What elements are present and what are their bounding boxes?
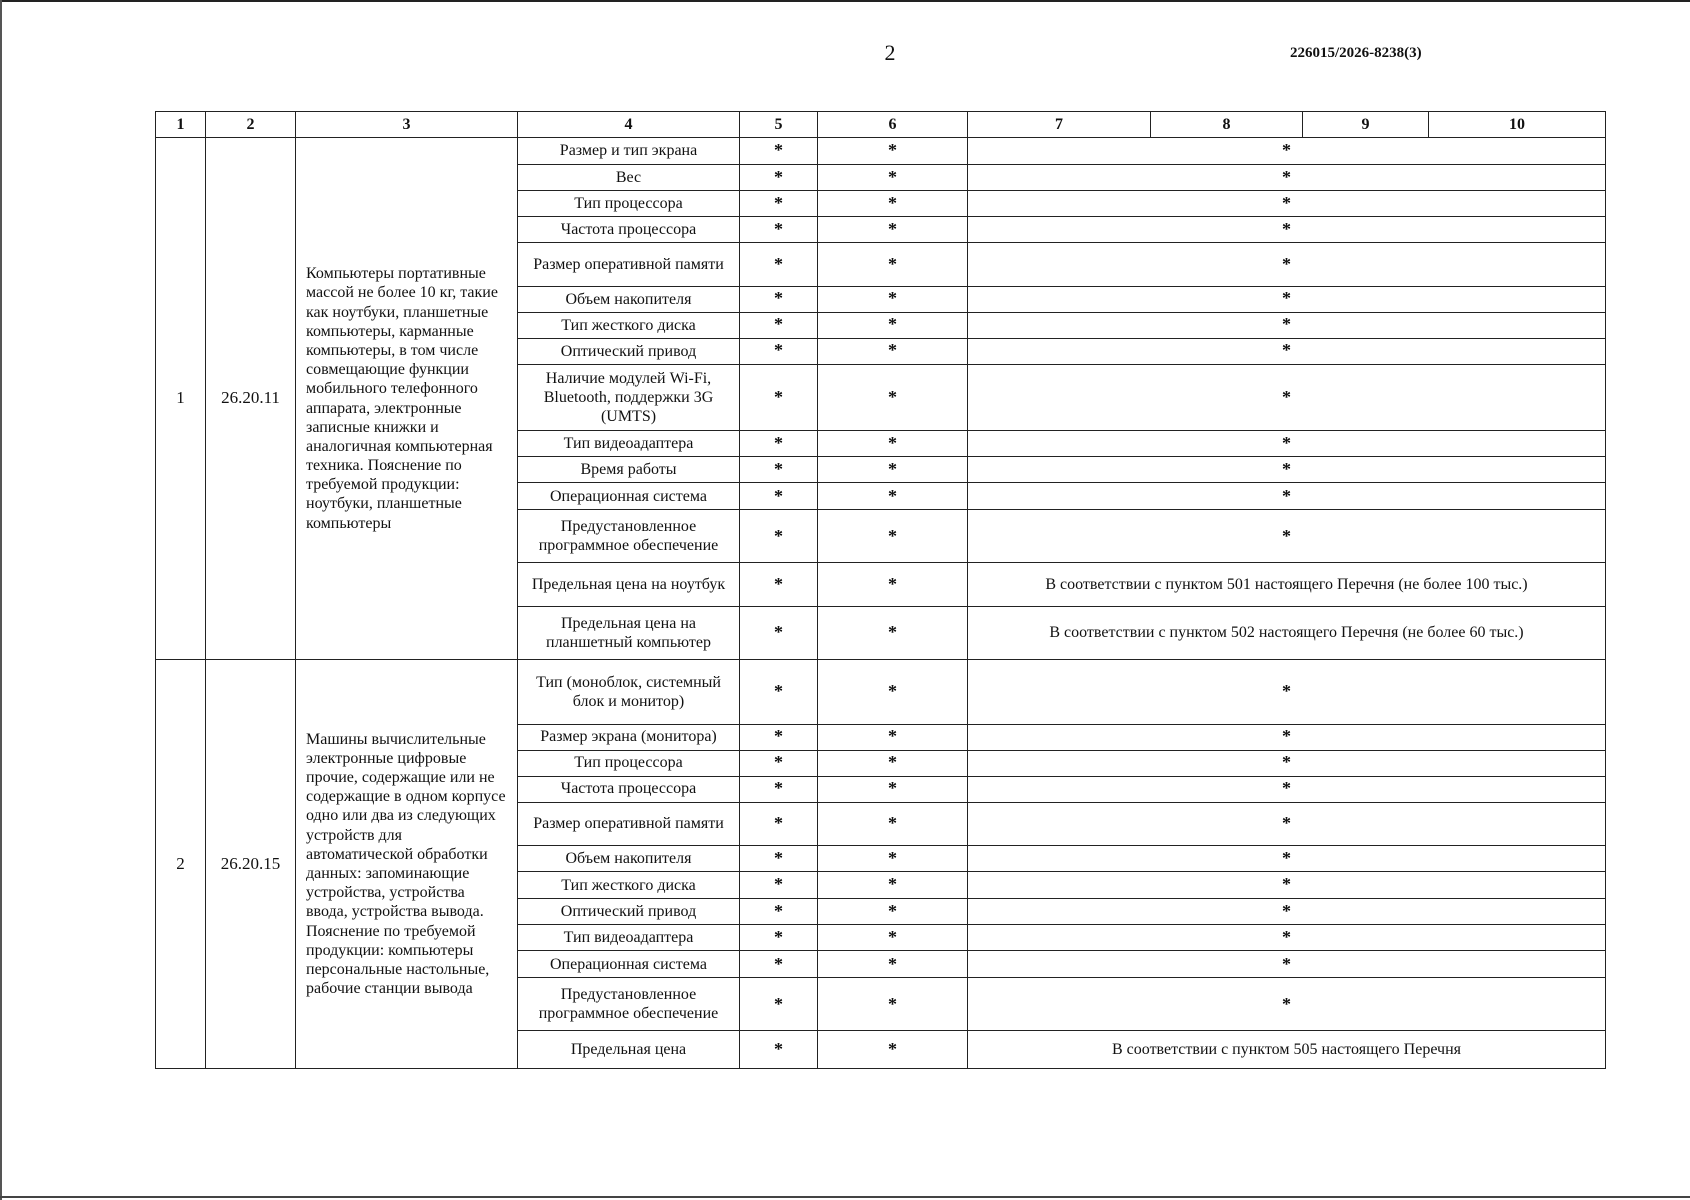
characteristic-name: Тип процессора [518, 750, 740, 776]
document-id: 226015/2026-8238(3) [1290, 45, 1422, 61]
characteristic-value: * [968, 431, 1606, 457]
characteristic-name: Операционная система [518, 951, 740, 978]
unit-name-cell: * [818, 1031, 968, 1069]
unit-name-cell: * [818, 431, 968, 457]
characteristic-value: * [968, 457, 1606, 483]
unit-code-cell: * [740, 925, 818, 951]
column-header: 1 [156, 112, 206, 138]
characteristic-name: Тип (моноблок, системный блок и монитор) [518, 660, 740, 724]
unit-name-cell: * [818, 286, 968, 312]
characteristic-value: * [968, 165, 1606, 191]
characteristic-value: * [968, 750, 1606, 776]
characteristic-value: * [968, 724, 1606, 750]
column-header: 5 [740, 112, 818, 138]
characteristic-value: * [968, 978, 1606, 1031]
characteristic-name: Размер оперативной памяти [518, 802, 740, 846]
unit-code-cell: * [740, 138, 818, 165]
characteristic-name: Тип видеоадаптера [518, 925, 740, 951]
unit-code-cell: * [740, 510, 818, 563]
characteristic-name: Оптический привод [518, 338, 740, 364]
unit-name-cell: * [818, 191, 968, 217]
characteristic-value: * [968, 191, 1606, 217]
unit-code-cell: * [740, 951, 818, 978]
unit-code-cell: * [740, 802, 818, 846]
table-row [156, 660, 1606, 724]
unit-name-cell: * [818, 563, 968, 607]
characteristic-name: Тип процессора [518, 191, 740, 217]
unit-code-cell: * [740, 338, 818, 364]
characteristic-value: * [968, 364, 1606, 431]
column-header: 4 [518, 112, 740, 138]
unit-name-cell: * [818, 338, 968, 364]
unit-name-cell: * [818, 660, 968, 724]
characteristic-name: Тип жесткого диска [518, 872, 740, 899]
unit-code-cell: * [740, 217, 818, 243]
characteristic-name: Операционная система [518, 483, 740, 510]
unit-code-cell: * [740, 364, 818, 431]
unit-name-cell: * [818, 978, 968, 1031]
specification-table [155, 111, 1606, 1069]
characteristic-name: Тип жесткого диска [518, 312, 740, 338]
characteristic-name: Оптический привод [518, 899, 740, 925]
unit-name-cell: * [818, 510, 968, 563]
unit-name-cell: * [818, 776, 968, 802]
characteristic-value: * [968, 951, 1606, 978]
product-description: Машины вычислительные электронные цифровые прочие, содержащие или не содержащие в одном корпусе одно или два из следующих устройств для автоматической обработки данных: запоминающие устройства, устройства ввода, устройства вывода. Пояснение по требуемой продукции: компьютеры персональные настольные, рабочие станции вывода [296, 660, 518, 1069]
column-number-header-row [156, 112, 1606, 138]
characteristic-value: * [968, 660, 1606, 724]
unit-name-cell: * [818, 802, 968, 846]
unit-code-cell: * [740, 724, 818, 750]
unit-code-cell: * [740, 846, 818, 872]
unit-code-cell: * [740, 750, 818, 776]
characteristic-value: * [968, 925, 1606, 951]
unit-name-cell: * [818, 217, 968, 243]
characteristic-name: Размер экрана (монитора) [518, 724, 740, 750]
column-header: 3 [296, 112, 518, 138]
characteristic-name: Частота процессора [518, 217, 740, 243]
characteristic-value: * [968, 510, 1606, 563]
characteristic-value: * [968, 338, 1606, 364]
characteristic-name: Размер и тип экрана [518, 138, 740, 165]
characteristic-name: Наличие модулей Wi-Fi, Bluetooth, поддержки 3G (UMTS) [518, 364, 740, 431]
scan-edge-bottom [0, 1196, 1690, 1198]
unit-code-cell: * [740, 431, 818, 457]
characteristic-value: * [968, 776, 1606, 802]
characteristic-value: * [968, 802, 1606, 846]
unit-name-cell: * [818, 846, 968, 872]
unit-name-cell: * [818, 607, 968, 660]
characteristic-value: * [968, 899, 1606, 925]
characteristic-name: Размер оперативной памяти [518, 243, 740, 287]
characteristic-name: Предустановленное программное обеспечение [518, 978, 740, 1031]
column-header: 9 [1303, 112, 1429, 138]
page-number: 2 [884, 40, 896, 65]
unit-code-cell: * [740, 483, 818, 510]
unit-name-cell: * [818, 724, 968, 750]
scan-edge-left [0, 0, 2, 1200]
characteristic-value: * [968, 286, 1606, 312]
unit-code-cell: * [740, 899, 818, 925]
characteristic-name: Предустановленное программное обеспечение [518, 510, 740, 563]
unit-name-cell: * [818, 364, 968, 431]
characteristic-name: Предельная цена на ноутбук [518, 563, 740, 607]
item-number: 1 [156, 138, 206, 660]
unit-name-cell: * [818, 138, 968, 165]
characteristic-value: * [968, 872, 1606, 899]
unit-name-cell: * [818, 312, 968, 338]
unit-name-cell: * [818, 951, 968, 978]
unit-name-cell: * [818, 872, 968, 899]
okpd-code: 26.20.15 [206, 660, 296, 1069]
characteristic-value: * [968, 217, 1606, 243]
unit-code-cell: * [740, 286, 818, 312]
characteristic-value: * [968, 243, 1606, 287]
column-header: 8 [1151, 112, 1303, 138]
characteristic-value: * [968, 483, 1606, 510]
characteristic-name: Время работы [518, 457, 740, 483]
unit-name-cell: * [818, 899, 968, 925]
column-header: 7 [968, 112, 1151, 138]
characteristic-value: * [968, 138, 1606, 165]
unit-code-cell: * [740, 191, 818, 217]
unit-name-cell: * [818, 243, 968, 287]
characteristic-value: В соответствии с пунктом 501 настоящего Перечня (не более 100 тыс.) [968, 563, 1606, 607]
okpd-code: 26.20.11 [206, 138, 296, 660]
unit-name-cell: * [818, 457, 968, 483]
unit-code-cell: * [740, 776, 818, 802]
unit-name-cell: * [818, 483, 968, 510]
unit-code-cell: * [740, 1031, 818, 1069]
characteristic-name: Вес [518, 165, 740, 191]
characteristic-name: Тип видеоадаптера [518, 431, 740, 457]
characteristic-value: В соответствии с пунктом 505 настоящего Перечня [968, 1031, 1606, 1069]
unit-code-cell: * [740, 978, 818, 1031]
characteristic-name: Частота процессора [518, 776, 740, 802]
characteristic-name: Предельная цена [518, 1031, 740, 1069]
column-header: 6 [818, 112, 968, 138]
unit-code-cell: * [740, 872, 818, 899]
unit-code-cell: * [740, 312, 818, 338]
column-header: 10 [1429, 112, 1606, 138]
product-description: Компьютеры портативные массой не более 10 кг, такие как ноутбуки, планшетные компьютеры, карманные компьютеры, в том числе совмещающие функции мобильного телефонного аппарата, электронные записные книжки и аналогичная компьютерная техника. Пояснение по требуемой продукции: ноутбуки, планшетные компьютеры [296, 138, 518, 660]
unit-code-cell: * [740, 660, 818, 724]
unit-code-cell: * [740, 165, 818, 191]
characteristic-value: В соответствии с пунктом 502 настоящего Перечня (не более 60 тыс.) [968, 607, 1606, 660]
table-row [156, 138, 1606, 165]
characteristic-name: Объем накопителя [518, 286, 740, 312]
characteristic-name: Предельная цена на планшетный компьютер [518, 607, 740, 660]
unit-code-cell: * [740, 457, 818, 483]
scan-edge-top [0, 0, 1690, 2]
unit-name-cell: * [818, 925, 968, 951]
characteristic-value: * [968, 846, 1606, 872]
item-number: 2 [156, 660, 206, 1069]
column-header: 2 [206, 112, 296, 138]
characteristic-name: Объем накопителя [518, 846, 740, 872]
unit-code-cell: * [740, 243, 818, 287]
unit-code-cell: * [740, 563, 818, 607]
unit-name-cell: * [818, 750, 968, 776]
unit-code-cell: * [740, 607, 818, 660]
unit-name-cell: * [818, 165, 968, 191]
characteristic-value: * [968, 312, 1606, 338]
